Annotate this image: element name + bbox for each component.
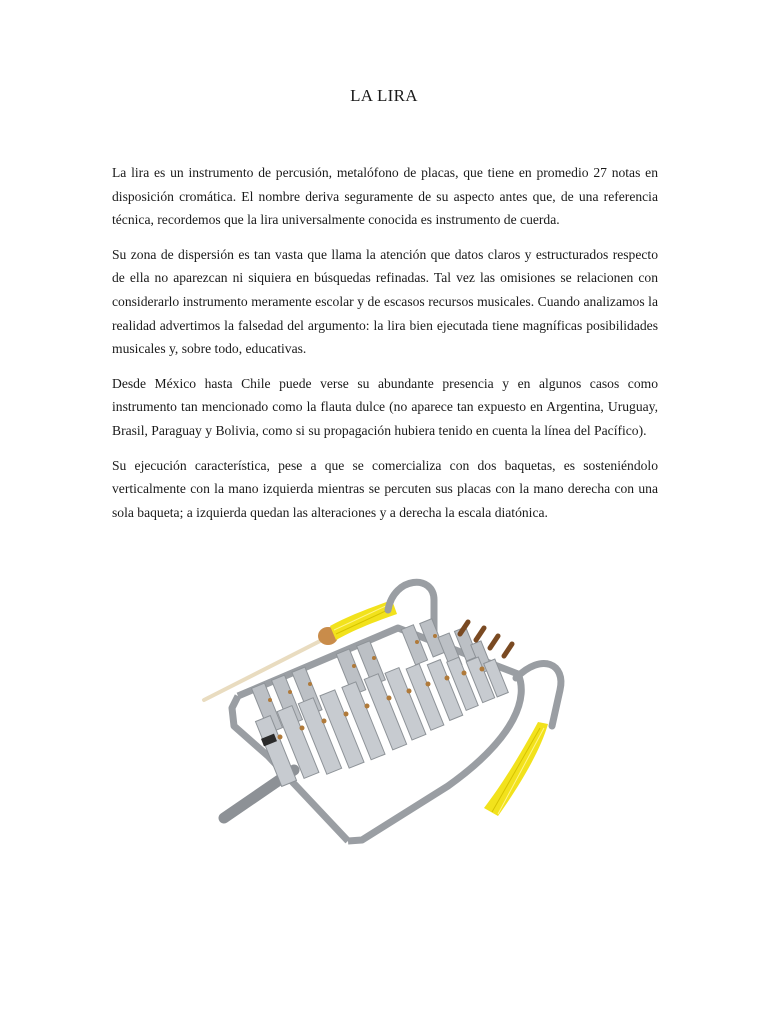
paragraph-2: Su zona de dispersión es tan vasta que llama la atención que datos claros y estructurados respecto de ella no aparezcan ni siquiera en búsquedas refinadas. Tal vez las omisiones se relacionen con considerarlo instrumento meramente escolar y de escasos recursos musicales. Cuando analizamos la realidad advertimos la falsedad del argumento: la lira bien ejecutada tiene magníficas posibilidades musicales y, sobre todo, educativas. [112,246,658,357]
document-body [112,161,658,535]
paragraph-1: La lira es un instrumento de percusión, metalófono de placas, que tiene en promedio 27 notas en disposición cromática. El nombre deriva seguramente de su aspecto antes que, de una referencia técnica, recordemos que la lira universalmente conocida es instrumento de cuerda. [112,165,658,228]
page-title: LA LIRA [350,86,418,105]
lyre-illustration [198,556,582,852]
paragraph-4: Su ejecución característica, pese a que se comercializa con dos baquetas, es sosteniéndolo verticalmente con la mano izquierda mientras se percuten sus placas con la mano derecha con una sola baqueta; a izquierda quedan las alteraciones y a derecha la escala diatónica. [112,457,658,520]
lyre-glockenspiel-icon [198,556,582,852]
right-tassel [484,722,548,816]
paragraph-3: Desde México hasta Chile puede verse su abundante presencia y en algunos casos como instrumento tan mencionado como la flauta dulce (no aparece tan expuesto en Argentina, Uruguay, Brasil, Paraguay y Bolivia, como si su propagación hubiera tenido en cuenta la línea del Pacífico). [112,375,658,438]
